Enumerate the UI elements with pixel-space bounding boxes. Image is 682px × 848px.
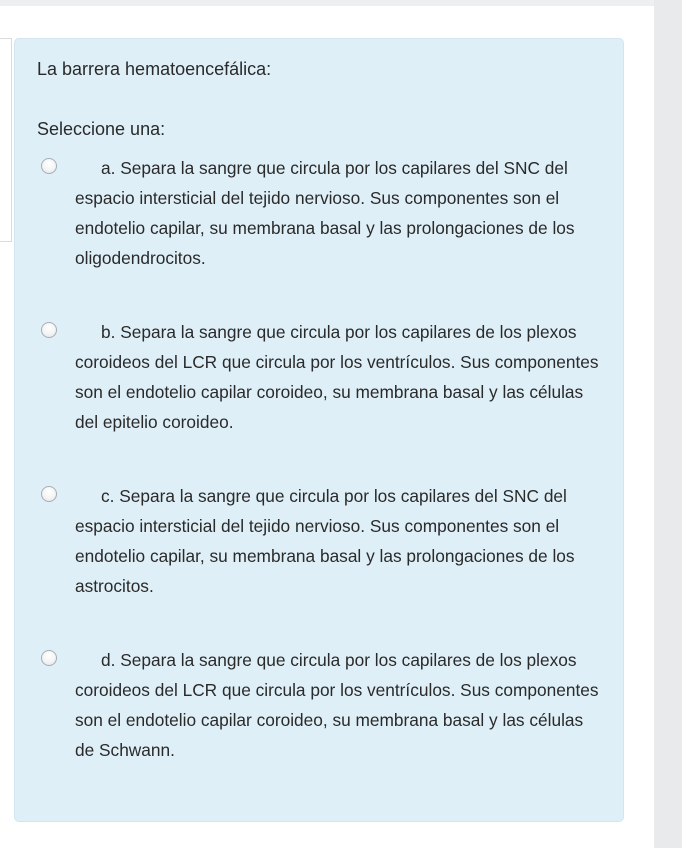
left-side-panel-edge bbox=[0, 38, 12, 242]
radio-button-d[interactable] bbox=[41, 650, 57, 666]
answer-option-d[interactable] bbox=[41, 645, 601, 809]
question-text: La barrera hematoencefálica: bbox=[37, 59, 272, 79]
answer-option-a[interactable] bbox=[41, 153, 601, 317]
answer-option-b-label[interactable]: b. Separa la sangre que circula por los capilares de los plexos coroideos del LCR que circula por los ventrículos. Sus componentes son el endotelio capilar coroideo, su membrana basal y las células del epitelio coroideo. bbox=[75, 322, 599, 432]
radio-button-b[interactable] bbox=[41, 322, 57, 338]
radio-button-a[interactable] bbox=[41, 158, 57, 174]
answer-options bbox=[41, 153, 601, 809]
select-one-prompt: Seleccione una: bbox=[37, 119, 166, 139]
answer-option-d-label[interactable]: d. Separa la sangre que circula por los capilares de los plexos coroideos del LCR que circula por los ventrículos. Sus componentes son el endotelio capilar coroideo, su membrana basal y las células de Schwann. bbox=[75, 650, 599, 760]
question-box bbox=[14, 38, 624, 822]
radio-button-c[interactable] bbox=[41, 486, 57, 502]
answer-option-a-label[interactable]: a. Separa la sangre que circula por los capilares del SNC del espacio intersticial del tejido nervioso. Sus componentes son el endotelio capilar, su membrana basal y las prolongaciones de los oligodendrocitos. bbox=[75, 158, 575, 268]
answer-option-b[interactable] bbox=[41, 317, 601, 481]
answer-option-c-label[interactable]: c. Separa la sangre que circula por los capilares del SNC del espacio intersticial del tejido nervioso. Sus componentes son el endotelio capilar, su membrana basal y las prolongaciones de los astrocitos. bbox=[75, 486, 575, 596]
answer-option-c[interactable] bbox=[41, 481, 601, 645]
right-gutter bbox=[654, 0, 682, 848]
